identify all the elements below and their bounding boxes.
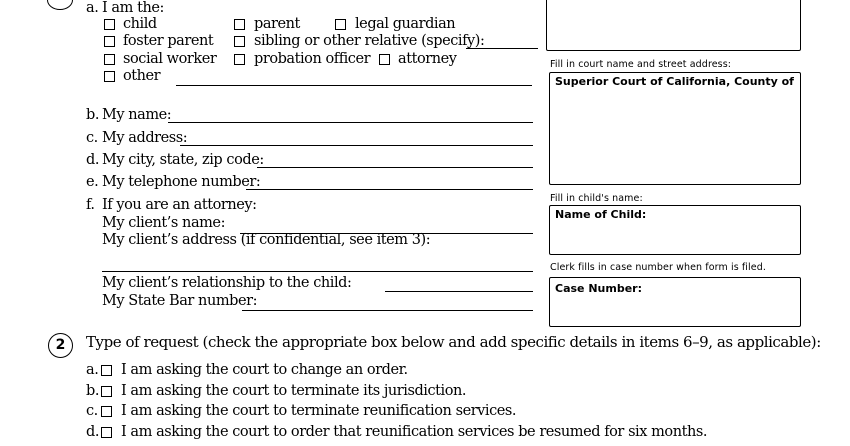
- item-f-letter: f.: [86, 197, 95, 213]
- attorney-heading: If you are an attorney:: [102, 197, 257, 213]
- item-a-letter: a.: [86, 0, 99, 16]
- checkbox-change-order[interactable]: [101, 365, 112, 376]
- section-1-number-circle: [47, 0, 73, 10]
- child-title: Name of Child:: [555, 208, 647, 221]
- my-address-label: My address:: [102, 130, 188, 146]
- item-c-letter: c.: [86, 130, 98, 146]
- court-instruction: Fill in court name and street address:: [550, 59, 732, 70]
- role-attorney-label: attorney: [398, 51, 457, 67]
- checkbox-legal-guardian[interactable]: [335, 19, 346, 30]
- option-b-letter: b.: [86, 383, 99, 399]
- item-b-letter: b.: [86, 107, 99, 123]
- option-d-text: I am asking the court to order that reunification services be resumed for six months.: [121, 424, 708, 440]
- section-2-number: 2: [55, 337, 66, 353]
- court-name-box[interactable]: [549, 72, 801, 185]
- case-instruction: Clerk fills in case number when form is filed.: [550, 262, 766, 273]
- case-number-box[interactable]: [549, 277, 801, 327]
- client-relationship-label: My client’s relationship to the child:: [102, 275, 352, 291]
- client-name-label: My client’s name:: [102, 215, 225, 231]
- sibling-specify-line[interactable]: [466, 48, 538, 49]
- role-probation-officer-label: probation officer: [254, 51, 371, 67]
- option-a-letter: a.: [86, 362, 99, 378]
- option-a-text: I am asking the court to change an order.: [121, 362, 408, 378]
- section-2-number-circle: [48, 333, 73, 358]
- state-bar-label: My State Bar number:: [102, 293, 258, 309]
- checkbox-resume-reunification[interactable]: [101, 427, 112, 438]
- my-address-line[interactable]: [180, 145, 533, 146]
- option-b-text: I am asking the court to terminate its jurisdiction.: [121, 383, 467, 399]
- my-name-line[interactable]: [168, 122, 533, 123]
- option-c-letter: c.: [86, 403, 98, 419]
- checkbox-other[interactable]: [104, 71, 115, 82]
- case-title: Case Number:: [555, 282, 642, 295]
- client-address-line[interactable]: [102, 271, 533, 272]
- my-name-label: My name:: [102, 107, 172, 123]
- telephone-line[interactable]: [246, 189, 533, 190]
- item-d-letter: d.: [86, 152, 99, 168]
- other-specify-line[interactable]: [176, 85, 532, 86]
- item-e-letter: e.: [86, 174, 99, 190]
- checkbox-attorney[interactable]: [379, 54, 390, 65]
- role-legal-guardian-label: legal guardian: [355, 16, 456, 32]
- option-c-text: I am asking the court to terminate reunification services.: [121, 403, 517, 419]
- checkbox-terminate-reunification[interactable]: [101, 406, 112, 417]
- child-instruction: Fill in child's name:: [550, 193, 643, 204]
- city-state-zip-line[interactable]: [257, 167, 533, 168]
- item-a-label: I am the:: [102, 0, 164, 16]
- child-name-box[interactable]: [549, 205, 801, 255]
- client-relationship-line[interactable]: [385, 291, 533, 292]
- role-social-worker-label: social worker: [123, 51, 217, 67]
- section-2-heading: Type of request (check the appropriate box below and add specific details in items 6–9, as applicable):: [86, 333, 821, 351]
- role-other-label: other: [123, 68, 161, 84]
- checkbox-parent[interactable]: [234, 19, 245, 30]
- checkbox-foster-parent[interactable]: [104, 36, 115, 47]
- court-title: Superior Court of California, County of: [555, 75, 794, 88]
- client-address-label: My client’s address (if confidential, see item 3):: [102, 232, 431, 248]
- checkbox-probation-officer[interactable]: [234, 54, 245, 65]
- telephone-label: My telephone number:: [102, 174, 261, 190]
- state-bar-line[interactable]: [242, 310, 533, 311]
- attorney-info-box[interactable]: [546, 0, 801, 51]
- role-parent-label: parent: [254, 16, 300, 32]
- checkbox-social-worker[interactable]: [104, 54, 115, 65]
- role-sibling-label: sibling or other relative (specify):: [254, 33, 485, 49]
- checkbox-child[interactable]: [104, 19, 115, 30]
- option-d-letter: d.: [86, 424, 99, 440]
- role-foster-parent-label: foster parent: [123, 33, 214, 49]
- role-child-label: child: [123, 16, 157, 32]
- city-state-zip-label: My city, state, zip code:: [102, 152, 264, 168]
- checkbox-terminate-jurisdiction[interactable]: [101, 386, 112, 397]
- checkbox-sibling-relative[interactable]: [234, 36, 245, 47]
